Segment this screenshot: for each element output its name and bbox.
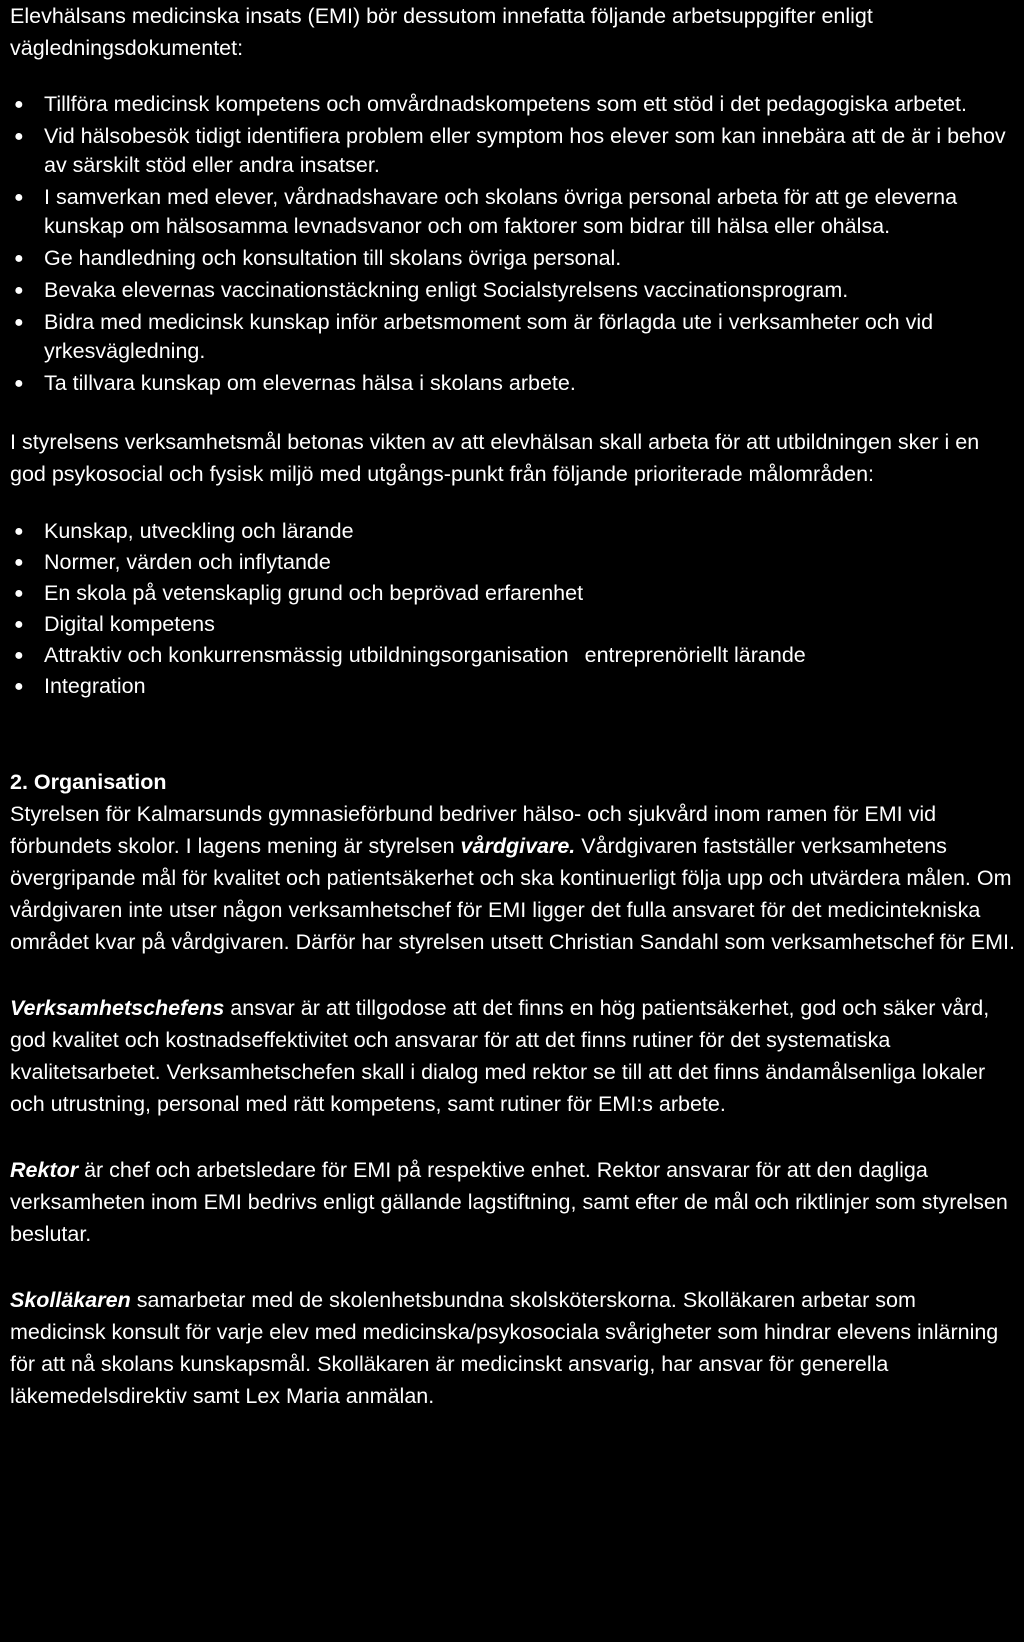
organisation-paragraph: Styrelsen för Kalmarsunds gymnasieförbund bedriver hälso- och sjukvård inom ramen för EMI vid förbundets skolor. I lagens mening är styrelsen vårdgivare. Vårdgivaren fastställer verksamhetens övergripande mål för kvalitet och patientsäkerhet och ska kontinuerligt följa upp och utvärdera målen. Om vårdgivaren inte utser någon verksamhetschef för EMI ligger det fulla ansvaret för det medicintekniska området kvar på vårdgivaren. Därför har styrelsen utsett Christian Sandahl som verksamhetschef för EMI. xyxy=(10,802,1015,954)
list-item: ● Ta tillvara kunskap om elevernas hälsa i skolans arbete. xyxy=(10,369,1016,398)
document-page xyxy=(10,0,1016,1412)
bullet-icon: ● xyxy=(14,250,24,267)
verksamhetschef-paragraph: Verksamhetschefens ansvar är att tillgodose att det finns en hög patientsäkerhet, god och säker vård, god kvalitet och kostnadseffektivitet och ansvarar för att det finns rutiner för det systematiska kvalitetsarbetet. Verksamhetschefen skall i dialog med rektor se till att det finns ändamålsenliga lokaler och utrustning, personal med rätt kompetens, samt rutiner för EMI:s arbete. xyxy=(10,996,990,1116)
list-item: ● Digital kompetens xyxy=(10,609,1016,640)
bullet-icon: ● xyxy=(14,678,24,695)
bullet-icon: ● xyxy=(14,585,24,602)
bullet-icon: ● xyxy=(14,647,24,664)
list-item: ● Vid hälsobesök tidigt identifiera problem eller symptom hos elever som kan innebära att de är i behov av särskilt stöd eller andra insatser. xyxy=(14,124,1006,177)
list-item: ● Integration xyxy=(10,671,1016,702)
goals-paragraph: I styrelsens verksamhetsmål betonas vikten av att elevhälsan skall arbeta för att utbildningen sker i en god psykosocial och fysisk miljö med utgångs-punkt från följande prioriterade målområden: xyxy=(10,430,980,486)
bullet-icon: ● xyxy=(14,523,24,540)
bullet-icon: ● xyxy=(14,314,24,331)
task-list xyxy=(10,90,1016,398)
goal-area-list xyxy=(10,516,1016,702)
list-item: ● Kunskap, utveckling och lärande xyxy=(10,516,1016,547)
rektor-paragraph: Rektor är chef och arbetsledare för EMI på respektive enhet. Rektor ansvarar för att den dagliga verksamheten inom EMI bedrivs enligt gällande lagstiftning, samt efter de mål och riktlinjer som styrelsen beslutar. xyxy=(10,1158,1008,1246)
emphasis-term: Rektor xyxy=(10,1158,79,1182)
bullet-icon: ● xyxy=(14,96,24,113)
skollakare-paragraph: Skolläkaren samarbetar med de skolenhetsbundna skolsköterskorna. Skolläkaren arbetar som medicinsk konsult för varje elev med medicinska/psykosociala svårigheter som hindrar elevens inlärning för att nå skolans kunskapsmål. Skolläkaren är medicinskt ansvarig, har ansvar för generella läkemedelsdirektiv samt Lex Maria anmälan. xyxy=(10,1288,999,1408)
intro-paragraph: Elevhälsans medicinska insats (EMI) bör dessutom innefatta följande arbetsuppgifter enligt vägledningsdokumentet: xyxy=(10,4,873,60)
bullet-icon: ● xyxy=(14,375,24,392)
list-item: ● Bevaka elevernas vaccinationstäckning enligt Socialstyrelsens vaccinationsprogram. xyxy=(10,276,1016,305)
section-heading: 2. Organisation xyxy=(10,770,167,794)
list-item: ● Ge handledning och konsultation till skolans övriga personal. xyxy=(10,244,1016,273)
list-item: ● En skola på vetenskaplig grund och beprövad erfarenhet xyxy=(10,578,1016,609)
list-item: ● Tillföra medicinsk kompetens och omvårdnadskompetens som ett stöd i det pedagogiska arbetet. xyxy=(10,90,1016,119)
list-item: ● Bidra med medicinsk kunskap inför arbetsmoment som är förlagda ute i verksamheter och vid yrkesvägledning. xyxy=(14,310,934,363)
emphasis-term: Skolläkaren xyxy=(10,1288,131,1312)
bullet-icon: ● xyxy=(14,189,24,206)
emphasis-term: Verksamhetschefens xyxy=(10,996,225,1020)
emphasis-term: vårdgivare. xyxy=(460,834,576,858)
area-extra: entreprenöriellt lärande xyxy=(584,643,806,667)
list-item: ● I samverkan med elever, vårdnadshavare och skolans övriga personal arbeta för att ge eleverna kunskap om hälsosamma levnadsvanor och om faktorer som bidrar till hälsa eller ohälsa. xyxy=(14,185,958,238)
bullet-icon: ● xyxy=(14,128,24,145)
list-item: ● Normer, värden och inflytande xyxy=(10,547,1016,578)
bullet-icon: ● xyxy=(14,282,24,299)
bullet-icon: ● xyxy=(14,554,24,571)
list-item: ● Attraktiv och konkurrensmässig utbildningsorganisation entreprenöriellt lärande xyxy=(10,640,1016,671)
bullet-icon: ● xyxy=(14,616,24,633)
